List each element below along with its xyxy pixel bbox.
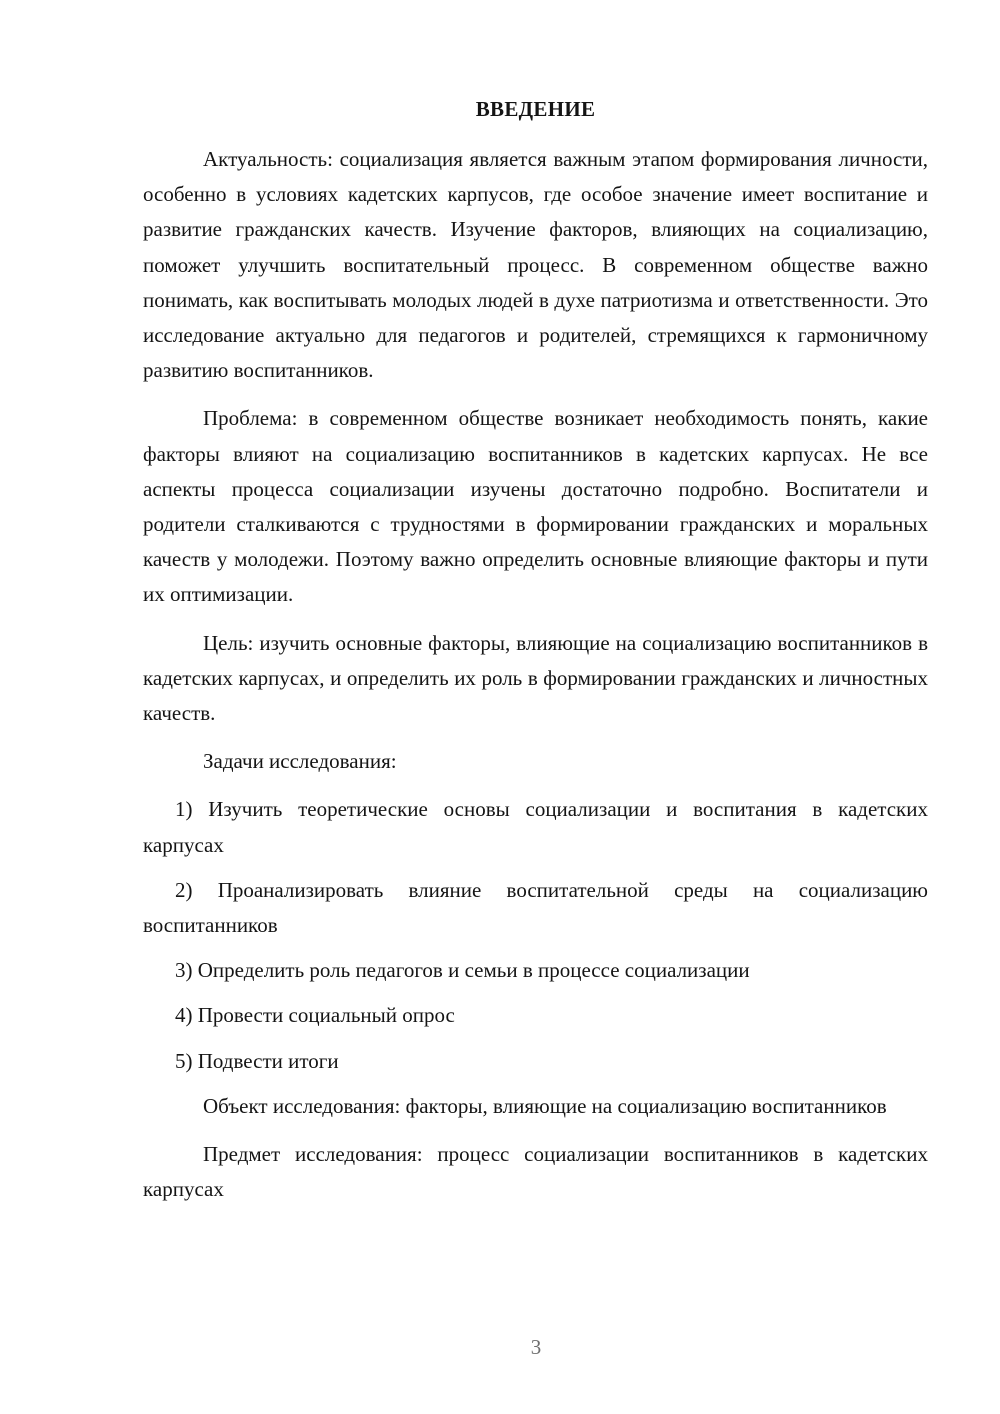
research-object-paragraph: Объект исследования: факторы, влияющие на социализацию воспитанников [203,1093,887,1118]
task-item-5: 5) Подвести итоги [175,1048,339,1073]
page-title: ВВЕДЕНИЕ [475,97,596,121]
task-item-2: 2) Проанализировать влияние воспитательной среды на социализацию воспитанников [143,877,928,938]
page-body [143,94,928,1207]
relevance-paragraph: Актуальность: социализация является важным этапом формирования личности, особенно в условиях кадетских карпусов, где особое значение имеет воспитание и развитие гражданских качеств. Изучение факторов, влияющих на социализацию, поможет улучшить воспитательный процесс. В современном обществе важно понимать, как воспитывать молодых людей в духе патриотизма и ответственности. Это исследование актуально для педагогов и родителей, стремящихся к гармоничному развитию воспитанников. [143,147,928,383]
tasks-heading: Задачи исследования: [203,749,397,774]
research-subject-paragraph: Предмет исследования: процесс социализации воспитанников в кадетских карпусах [143,1142,928,1202]
goal-paragraph: Цель: изучить основные факторы, влияющие на социализацию воспитанников в кадетских карпусах, и определить их роль в формировании гражданских и личностных качеств. [143,630,928,726]
task-item-1: 1) Изучить теоретические основы социализации и воспитания в кадетских карпусах [143,797,928,857]
task-item-4: 4) Провести социальный опрос [175,1003,455,1028]
task-item-3: 3) Определить роль педагогов и семьи в процессе социализации [175,958,750,983]
page-number: 3 [530,1335,542,1359]
problem-paragraph: Проблема: в современном обществе возникает необходимость понять, какие факторы влияют на социализацию воспитанников в кадетских карпусах. Не все аспекты процесса социализации изучены достаточно подробно. Воспитатели и родители сталкиваются с трудностями в формировании гражданских и моральных качеств у молодежи. Поэтому важно определить основные влияющие факторы и пути их оптимизации. [143,406,928,607]
